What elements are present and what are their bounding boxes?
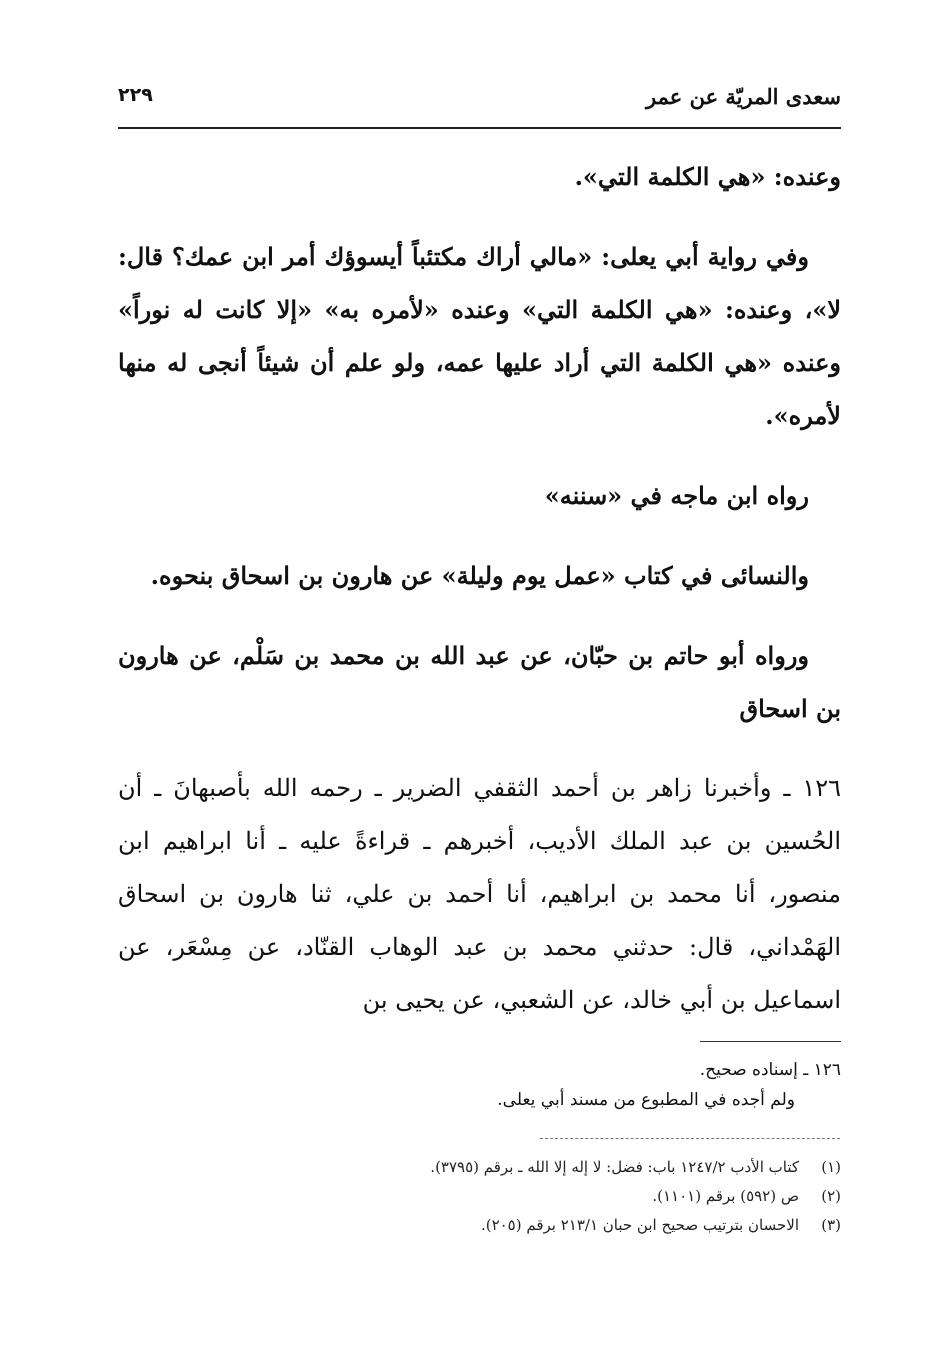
footnote-notes xyxy=(118,1055,841,1115)
reference-text: كتاب الأدب ١٢٤٧/٢ باب: فضل: لا إله إلا الله ـ برقم (٣٧٩٥). xyxy=(430,1158,799,1176)
main-text xyxy=(118,150,841,1054)
header-rule xyxy=(118,127,841,129)
reference-number: (٣) xyxy=(821,1216,841,1234)
paragraph-6: ١٢٦ ـ وأخبرنا زاهر بن أحمد الثقفي الضرير ـ رحمه الله بأصبهانَ ـ أن الحُسين بن عبد الملك الأديب، أخبرهم ـ قراءةً عليه ـ أنا ابراهيم ابن منصور، أنا محمد بن ابراهيم، أنا أحمد بن علي، ثنا هارون بن اسحاق الهَمْداني، قال: حدثني محمد بن عبد الوهاب القنّاد، عن مِسْعَر، عن اسماعيل بن أبي خالد، عن الشعبي، عن يحيى بن xyxy=(118,774,841,1014)
reference-item xyxy=(118,1153,841,1182)
page-header xyxy=(118,80,841,120)
reference-number: (١) xyxy=(821,1158,841,1176)
reference-text: الاحسان بترتيب صحيح ابن حبان ٢١٣/١ برقم (٢٠٥). xyxy=(480,1216,799,1234)
paragraph-5: ورواه أبو حاتم بن حبّان، عن عبد الله بن محمد بن سَلْم، عن هارون بن اسحاق xyxy=(118,641,841,723)
footnote-separator xyxy=(700,1041,841,1042)
running-title: سعدى المريّة عن عمر xyxy=(646,84,841,109)
reference-number: (٢) xyxy=(821,1187,841,1205)
note-line-2: ولم أجده في المطبوع من مسند أبي يعلى. xyxy=(497,1090,795,1110)
paragraph-3: رواه ابن ماجه في «سننه» xyxy=(544,481,809,510)
references xyxy=(118,1153,841,1240)
paragraph-2: وفي رواية أبي يعلى: «مالي أراك مكتئباً أيسوؤك أمر ابن عمك؟ قال: لا»، وعنده: «هي الكلمة التي» وعنده «لأمره به» «إلا كانت له نوراً» وعنده «هي الكلمة التي أراد عليها عمه، ولو علم أن شيئاً أنجى له منها لأمره». xyxy=(118,242,841,430)
reference-text: ص (٥٩٢) برقم (١١٠١). xyxy=(652,1187,799,1205)
reference-item xyxy=(118,1211,841,1240)
paragraph-4: والنسائى في كتاب «عمل يوم وليلة» عن هارون بن اسحاق بنحوه. xyxy=(150,561,809,590)
reference-item xyxy=(118,1182,841,1211)
note-line-1: ١٢٦ ـ إسناده صحيح. xyxy=(699,1060,841,1080)
page-number: ٢٢٩ xyxy=(118,84,153,106)
references-separator xyxy=(540,1138,840,1139)
paragraph-1: وعنده: «هي الكلمة التي». xyxy=(574,162,841,191)
